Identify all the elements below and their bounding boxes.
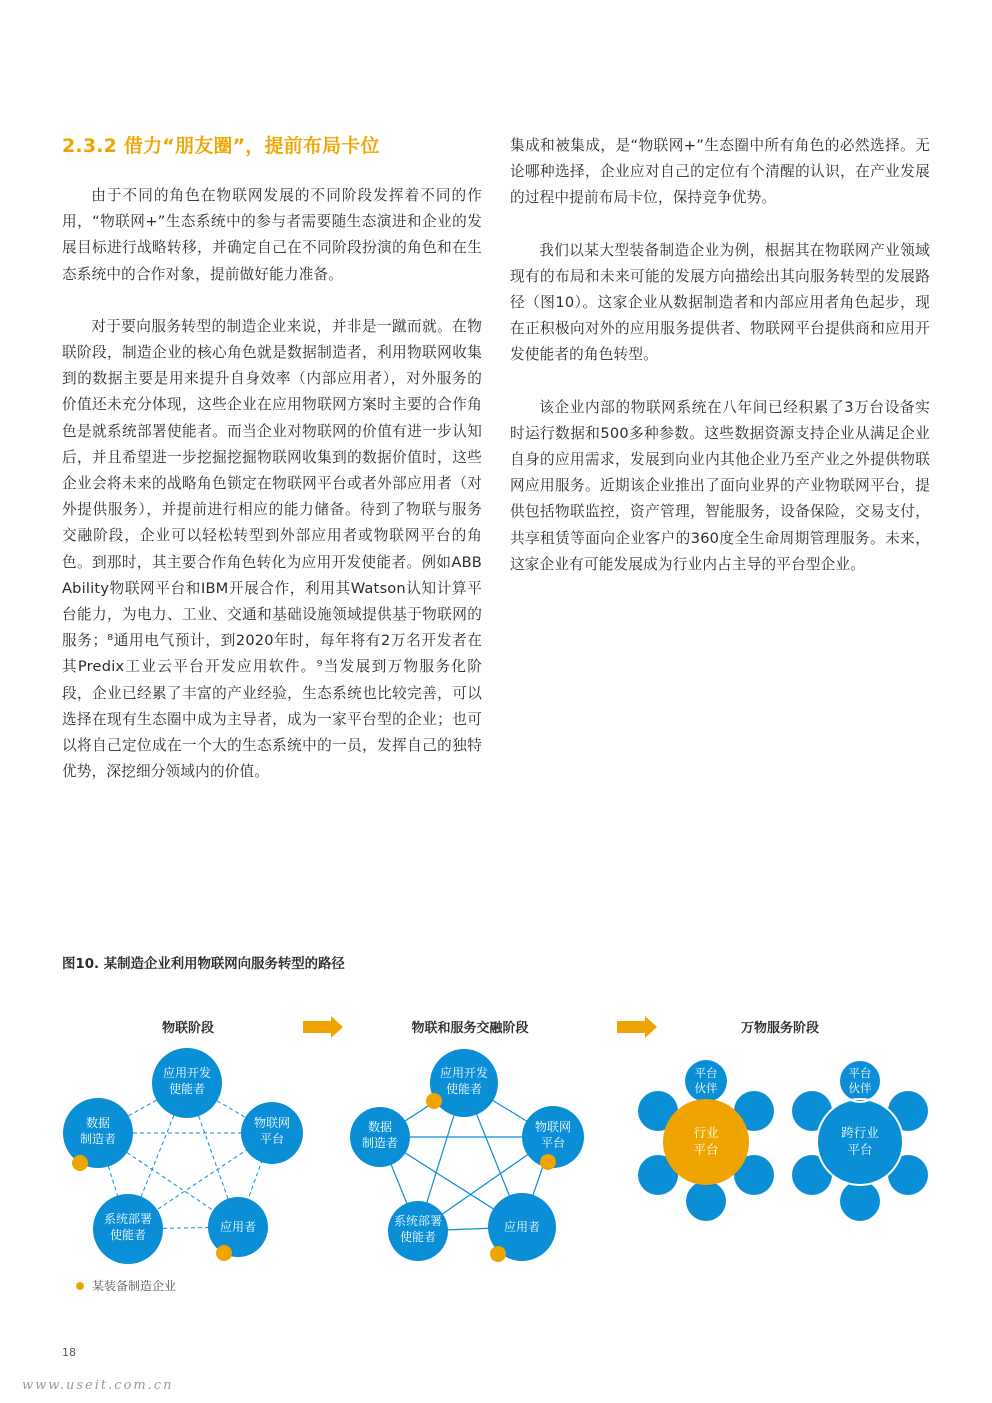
enterprise-marker [490, 1246, 506, 1262]
svg-text:数据: 数据 [367, 1120, 393, 1134]
right-paragraph-1: 集成和被集成，是“物联网+”生态圈中所有角色的必然选择。无论哪种选择，企业应对自己的定位有个清醒的认识，在产业发展的过程中提前布局卡位，保持竞争优势。 [510, 137, 930, 207]
transformation-diagram [0, 1005, 992, 1275]
svg-text:使能者: 使能者 [109, 1228, 147, 1242]
section-heading: 2.3.2 借力“朋友圈”，提前布局卡位 [62, 135, 380, 157]
svg-text:平台: 平台 [259, 1132, 285, 1146]
svg-text:平台: 平台 [848, 1066, 872, 1080]
stage2-title: 物联和服务交融阶段 [411, 1021, 529, 1036]
right-paragraph-3: 该企业内部的物联网系统在八年间已经积累了3万台设备实时运行数据和500多种参数。这些数据资源支持企业从满足企业自身的应用需求，发展到向业内其他企业乃至产业之外提供物联网应用服务。近期该企业推出了面向业界的产业物联网平台，提供包括物联监控，资产管理，智能服务，设备保险，交易支付，共享租赁等面向企业客户的360度全生命周期管理服务。未来，这家企业有可能发展成为行业内占主导的平台型企业。 [510, 398, 930, 573]
svg-text:跨行业: 跨行业 [841, 1125, 879, 1140]
svg-text:使能者: 使能者 [168, 1082, 206, 1096]
svg-text:应用开发: 应用开发 [439, 1066, 489, 1080]
arrow-right-icon [303, 1016, 343, 1038]
svg-text:平台: 平台 [847, 1142, 873, 1157]
left-paragraph-2: 对于要向服务转型的制造企业来说，并非是一蹴而就。在物联阶段，制造企业的核心角色就是数据制造者，利用物联网收集到的数据主要是用来提升自身效率（内部应用者），对外服务的价值还未充分体现，这些企业在应用物联网方案时主要的合作角色是就系统部署使能者。而当企业对物联网的价值有进一步认知后，并且希望进一步挖掘挖掘物联网收集到的数据价值时，这些企业会将未来的战略角色锁定在物联网平台或者外部应用者（对外提供服务），并提前进行相应的能力储备。待到了物联与服务交融阶段，企业可以轻松转型到外部应用者或物联网平台的角色。到那时，其主要合作角色转化为应用开发使能者。例如ABB Ability物联网平台和IBM开展合作，利用其Watson认知计算平台能力，为电力、工业、交通和基础设施领域提供基于物联网的服务；⁸通用电气预计，到2020年时，每年将有2万名开发者在其Predix工业云平台开发应用软件。⁹当发展到万物服务化阶段，企业已经累了丰富的产业经验，生态系统也比较完善，可以选择在现有生态圈中成为主导者，成为一家平台型的企业；也可以将自己定位成在一个大的生态系统中的一员，发挥自己的独特优势，深挖细分领域内的价值。 [62, 317, 482, 781]
left-column [62, 133, 482, 811]
svg-text:应用者: 应用者 [503, 1220, 541, 1234]
svg-text:使能者: 使能者 [399, 1230, 437, 1244]
stage2-nodes [350, 1049, 584, 1262]
enterprise-marker [540, 1154, 556, 1170]
figure-legend [76, 1277, 176, 1294]
svg-text:应用者: 应用者 [219, 1220, 257, 1234]
stage3-group-industry [638, 1060, 774, 1221]
stage1-title: 物联阶段 [161, 1021, 215, 1036]
svg-text:伙伴: 伙伴 [848, 1081, 872, 1095]
figure-title: 图10. 某制造企业利用物联网向服务转型的路径 [62, 957, 345, 972]
watermark: www.useit.com.cn [22, 1378, 174, 1393]
stage3-title: 万物服务阶段 [740, 1021, 820, 1036]
svg-text:平台: 平台 [540, 1136, 566, 1150]
legend-dot-icon [76, 1282, 84, 1290]
svg-text:制造者: 制造者 [361, 1136, 399, 1150]
stage1-nodes [63, 1048, 303, 1264]
right-column [510, 133, 930, 604]
enterprise-marker [72, 1155, 88, 1171]
left-paragraph-1: 由于不同的角色在物联网发展的不同阶段发挥着不同的作用，“物联网+”生态系统中的参与者需要随生态演进和企业的发展目标进行战略转移，并确定自己在不同阶段扮演的角色和在生态系统中的合作对象，提前做好能力准备。 [62, 187, 482, 283]
arrow-right-icon [617, 1016, 657, 1038]
right-paragraph-2: 我们以某大型装备制造企业为例，根据其在物联网产业领域现有的布局和未来可能的发展方向描绘出其向服务转型的发展路径（图10）。这家企业从数据制造者和内部应用者角色起步，现在正积极向对外的应用服务提供者、物联网平台提供商和应用开发使能者的角色转型。 [510, 241, 930, 364]
legend-label: 某装备制造企业 [92, 1279, 177, 1293]
enterprise-marker [426, 1093, 442, 1109]
svg-text:平台: 平台 [693, 1142, 719, 1157]
stage3-group-cross-industry [792, 1060, 928, 1221]
svg-text:数据: 数据 [85, 1116, 111, 1130]
svg-text:平台: 平台 [694, 1066, 718, 1080]
svg-text:物联网: 物联网 [534, 1120, 572, 1134]
svg-text:系统部署: 系统部署 [393, 1214, 443, 1228]
svg-text:伙伴: 伙伴 [694, 1081, 718, 1095]
page-number: 18 [62, 1346, 76, 1359]
svg-text:应用开发: 应用开发 [162, 1066, 212, 1080]
svg-text:系统部署: 系统部署 [103, 1212, 153, 1226]
svg-text:行业: 行业 [693, 1125, 719, 1140]
svg-text:使能者: 使能者 [445, 1082, 483, 1096]
svg-text:制造者: 制造者 [79, 1132, 117, 1146]
svg-text:物联网: 物联网 [253, 1116, 291, 1130]
enterprise-marker [216, 1245, 232, 1261]
